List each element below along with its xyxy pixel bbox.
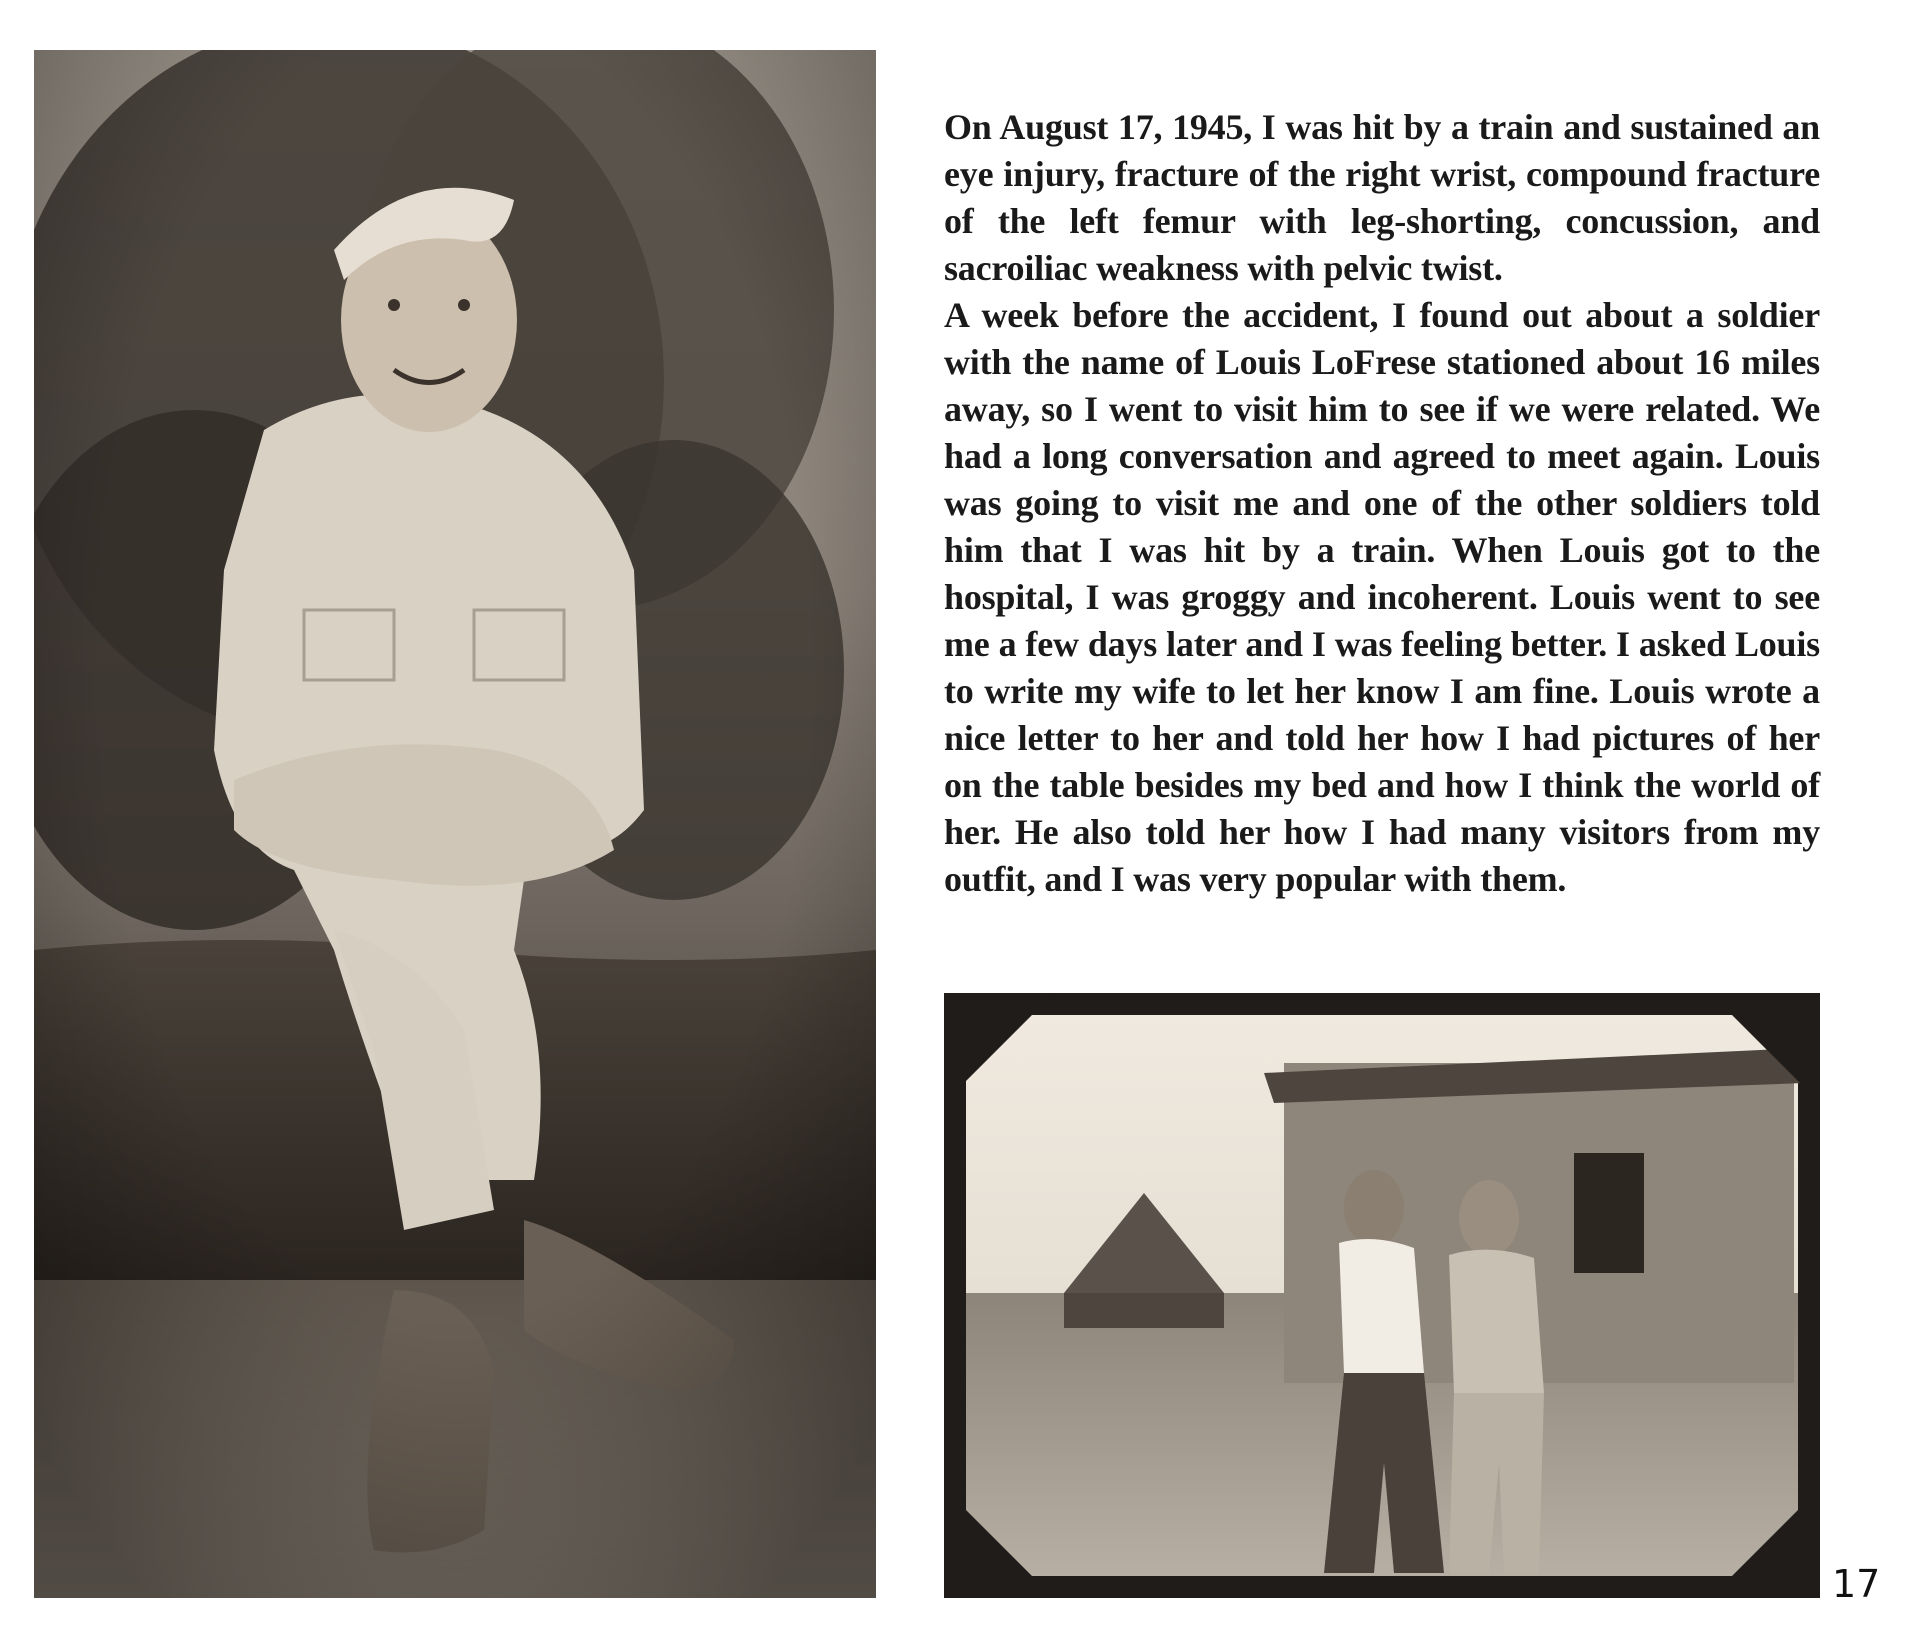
story-paragraph-1: On August 17, 1945, I was hit by a train and sustained an eye injury, fracture of the right wrist, compound fracture of the left femur with leg-shorting, concussion, and sacroiliac weakness with pelvic twist. [944,107,1820,288]
story-text [944,104,1820,903]
story-paragraph-2: A week before the accident, I found out about a soldier with the name of Louis LoFrese stationed about 16 miles away, so I went to visit him to see if we were related. We had a long conversation and agreed to meet again. Louis was going to visit me and one of the other soldiers told him that I was hit by a train. When Louis got to the hospital, I was groggy and incoherent. Louis went to see me a few days later and I was feeling better. I asked Louis to write my wife to let her know I am fine. Louis wrote a nice letter to her and told her how I had pictures of her on the table besides my bed and how I think the world of her. He also told her how I had many visitors from my outfit, and I was very popular with them. [944,295,1820,899]
page-number: 17 [1832,1562,1881,1606]
snapshot-illustration [944,993,1820,1598]
soldier-portrait-photo [34,50,876,1598]
two-soldiers-snapshot-photo [944,993,1820,1598]
portrait-illustration [34,50,876,1598]
